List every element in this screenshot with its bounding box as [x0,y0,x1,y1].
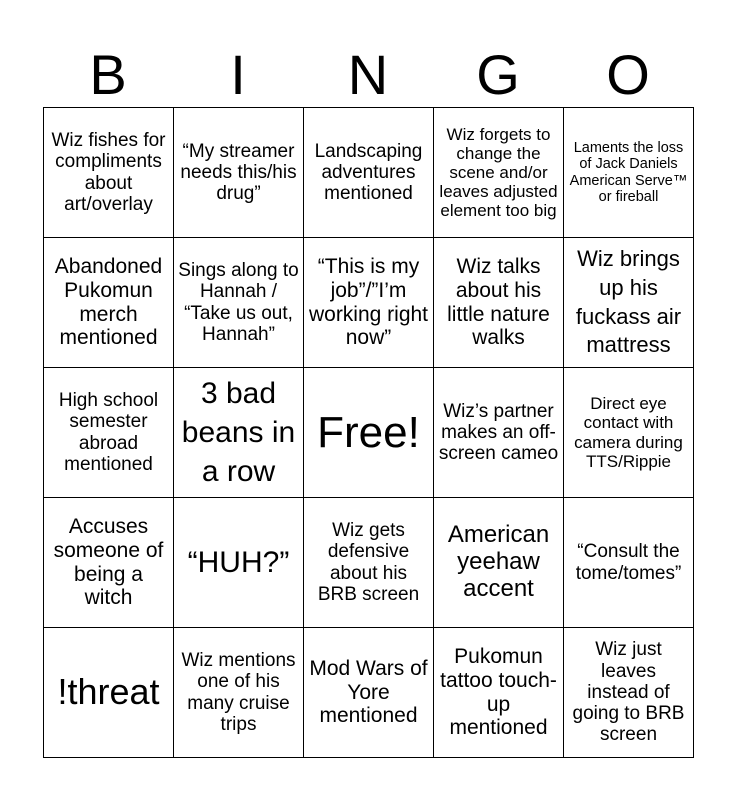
bingo-cell[interactable]: Wiz brings up his fuckass air mattress [564,238,694,368]
bingo-cell[interactable]: American yeehaw accent [434,498,564,628]
bingo-cell[interactable]: Wiz just leaves instead of going to BRB screen [564,628,694,758]
bingo-cell[interactable]: Wiz fishes for compliments about art/overlay [44,108,174,238]
bingo-cell[interactable]: Direct eye contact with camera during TTS/Rippie [564,368,694,498]
board-row [44,628,694,758]
board-row [44,498,694,628]
bingo-cell[interactable]: Wiz talks about his little nature walks [434,238,564,368]
header-letter-i: I [230,43,246,106]
bingo-board [43,107,694,758]
board-row [44,368,694,498]
bingo-header [43,44,693,106]
bingo-cell[interactable]: “Consult the tome/tomes” [564,498,694,628]
bingo-cell[interactable]: Mod Wars of Yore mentioned [304,628,434,758]
bingo-cell[interactable]: High school semester abroad mentioned [44,368,174,498]
bingo-cell[interactable]: Landscaping adventures mentioned [304,108,434,238]
bingo-cell[interactable]: Wiz gets defensive about his BRB screen [304,498,434,628]
bingo-cell[interactable]: Sings along to Hannah / “Take us out, Hannah” [174,238,304,368]
header-letter-o: O [606,43,650,106]
bingo-cell[interactable]: “My streamer needs this/his drug” [174,108,304,238]
bingo-cell[interactable]: Pukomun tattoo touch-up mentioned [434,628,564,758]
bingo-cell[interactable]: Wiz mentions one of his many cruise trips [174,628,304,758]
free-cell[interactable]: Free! [304,368,434,498]
bingo-cell[interactable]: Abandoned Pukomun merch mentioned [44,238,174,368]
bingo-cell[interactable]: Wiz’s partner makes an off-screen cameo [434,368,564,498]
header-letter-b: B [89,43,127,106]
header-letter-g: G [476,43,520,106]
bingo-cell[interactable]: Accuses someone of being a witch [44,498,174,628]
bingo-cell[interactable]: “This is my job”/”I’m working right now” [304,238,434,368]
bingo-cell[interactable]: Laments the loss of Jack Daniels American Serve™ or fireball [564,108,694,238]
bingo-cell[interactable]: 3 bad beans in a row [174,368,304,498]
board-row [44,108,694,238]
bingo-cell[interactable]: !threat [44,628,174,758]
bingo-cell[interactable]: Wiz forgets to change the scene and/or leaves adjusted element too big [434,108,564,238]
header-letter-n: N [347,43,389,106]
board-row [44,238,694,368]
bingo-cell[interactable]: “HUH?” [174,498,304,628]
